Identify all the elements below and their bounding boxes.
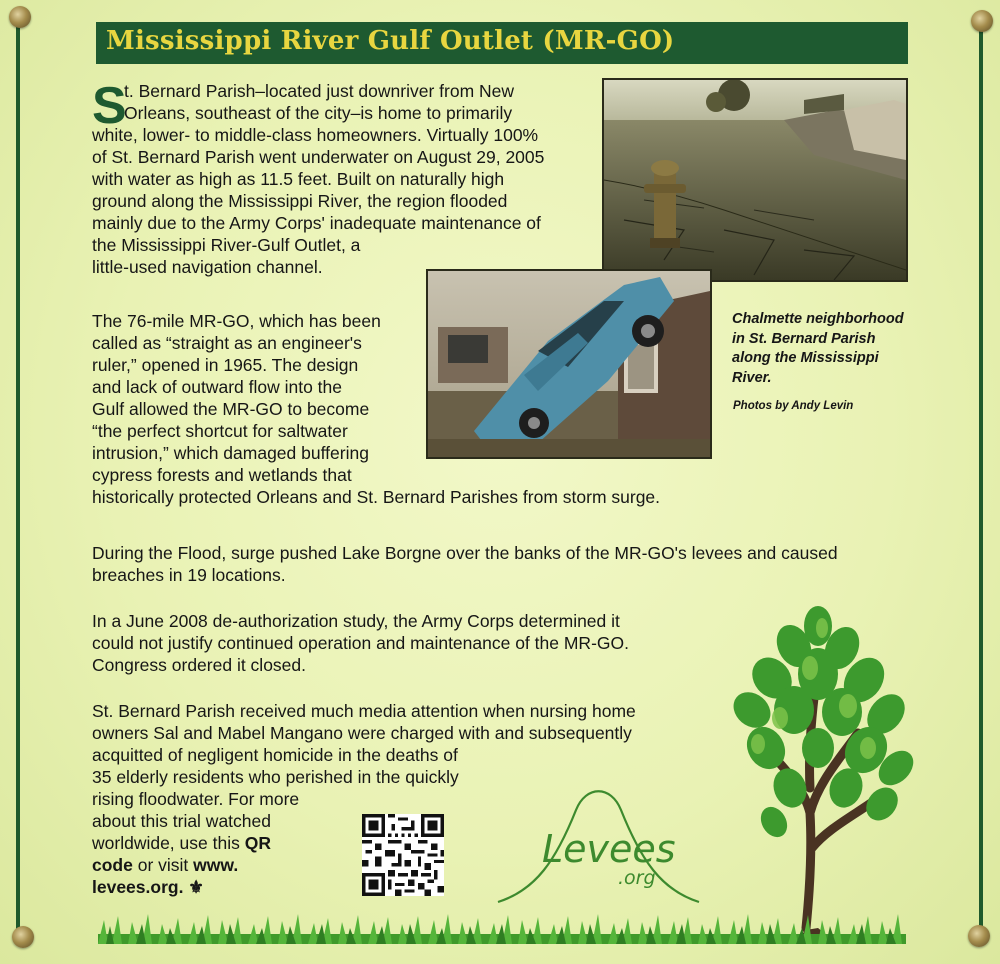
flood-paragraph: [92, 542, 838, 586]
photo-street-art: [604, 80, 906, 280]
intro-line: ground along the Mississippi River, the region flooded: [92, 191, 508, 211]
drop-cap: S: [92, 77, 127, 135]
deauth-line: In a June 2008 de-authorization study, the Army Corps determined it: [92, 611, 620, 631]
trial-line: owners Sal and Mabel Mangano were charged with and subsequently: [92, 723, 632, 743]
mrgo-line: called as “straight as an engineer's: [92, 333, 362, 353]
intro-paragraph: [124, 80, 514, 124]
qr-code[interactable]: [358, 814, 448, 896]
tree-illustration: [718, 598, 918, 938]
logo-suffix: .org: [618, 867, 656, 889]
screw-bottom-right: [968, 925, 990, 947]
screw-bottom-left: [12, 926, 34, 948]
logo-name: Levees: [542, 827, 676, 871]
url-part-2[interactable]: levees.org: [92, 877, 179, 897]
trial-line: about this trial watched: [92, 811, 271, 831]
title-banner: [96, 22, 908, 64]
screw-top-right: [971, 10, 993, 32]
mrgo-line: “the perfect shortcut for saltwater: [92, 421, 348, 441]
intro-line: of St. Bernard Parish went underwater on August 29, 2005: [92, 147, 545, 167]
trial-line: 35 elderly residents who perished in the quickly: [92, 767, 459, 787]
trial-line: rising floodwater. For more: [92, 789, 300, 809]
flood-line: During the Flood, surge pushed Lake Borgne over the banks of the MR-GO's levees and caused: [92, 543, 838, 563]
photo-credit: Photos by Andy Levin: [733, 400, 854, 412]
photo-car-art: [428, 271, 710, 457]
grass-strip: [98, 912, 906, 944]
caption-line: Chalmette neighborhood: [732, 311, 904, 327]
photo-caption: [732, 310, 904, 388]
intro-line: with water as high as 11.5 feet. Built on naturally high: [92, 169, 505, 189]
url-part-1[interactable]: www.: [193, 855, 239, 875]
mrgo-line: and lack of outward flow into the: [92, 377, 343, 397]
intro-paragraph-cont: [92, 124, 544, 278]
mrgo-line: cypress forests and wetlands that: [92, 465, 352, 485]
photo-flooded-street: [602, 78, 908, 282]
code-bold-text: code: [92, 855, 133, 875]
qr-bold-text: QR: [244, 833, 271, 853]
mrgo-line: The 76-mile MR-GO, which has been: [92, 311, 381, 331]
levees-logo[interactable]: [496, 770, 701, 908]
intro-line: t. Bernard Parish–located just downriver from New: [124, 81, 515, 101]
deauth-line: Congress ordered it closed.: [92, 655, 306, 675]
trial-line: acquitted of negligent homicide in the deaths of: [92, 745, 458, 765]
caption-line: River.: [732, 369, 772, 386]
intro-line: little-used navigation channel.: [92, 257, 323, 277]
leaves-icon: [726, 606, 918, 842]
page-title: Mississippi River Gulf Outlet (MR-GO): [106, 26, 675, 56]
trial-line-prefix: worldwide, use this: [92, 833, 245, 853]
photo-car-on-house: [426, 269, 712, 459]
trial-line: St. Bernard Parish received much media attention when nursing home: [92, 701, 636, 721]
intro-line: Orleans, southeast of the city–is home to primarily: [124, 103, 513, 123]
intro-line: the Mississippi River-Gulf Outlet, a: [92, 235, 361, 255]
deauthorization-paragraph: [92, 610, 629, 676]
screw-top-left: [9, 6, 31, 28]
right-frame-rail: [979, 18, 983, 938]
mrgo-line: ruler,” opened in 1965. The design: [92, 355, 359, 375]
caption-line: in St. Bernard Parish: [732, 330, 876, 347]
intro-line: mainly due to the Army Corps' inadequate maintenance of: [92, 213, 541, 233]
caption-line: along the Mississippi: [732, 350, 879, 366]
mrgo-line: intrusion,” which damaged buffering: [92, 443, 369, 463]
deauth-line: could not justify continued operation and maintenance of the MR-GO.: [92, 633, 629, 653]
left-frame-rail: [16, 18, 20, 938]
mrgo-line: Gulf allowed the MR-GO to become: [92, 399, 370, 419]
flood-line: breaches in 19 locations.: [92, 565, 286, 585]
fleur-de-lis-icon: . ⚜: [178, 877, 204, 897]
trial-line-suffix: or visit: [132, 855, 194, 875]
intro-line: white, lower- to middle-class homeowners. Virtually 100%: [92, 125, 539, 145]
mrgo-line: historically protected Orleans and St. Bernard Parishes from storm surge.: [92, 487, 661, 507]
